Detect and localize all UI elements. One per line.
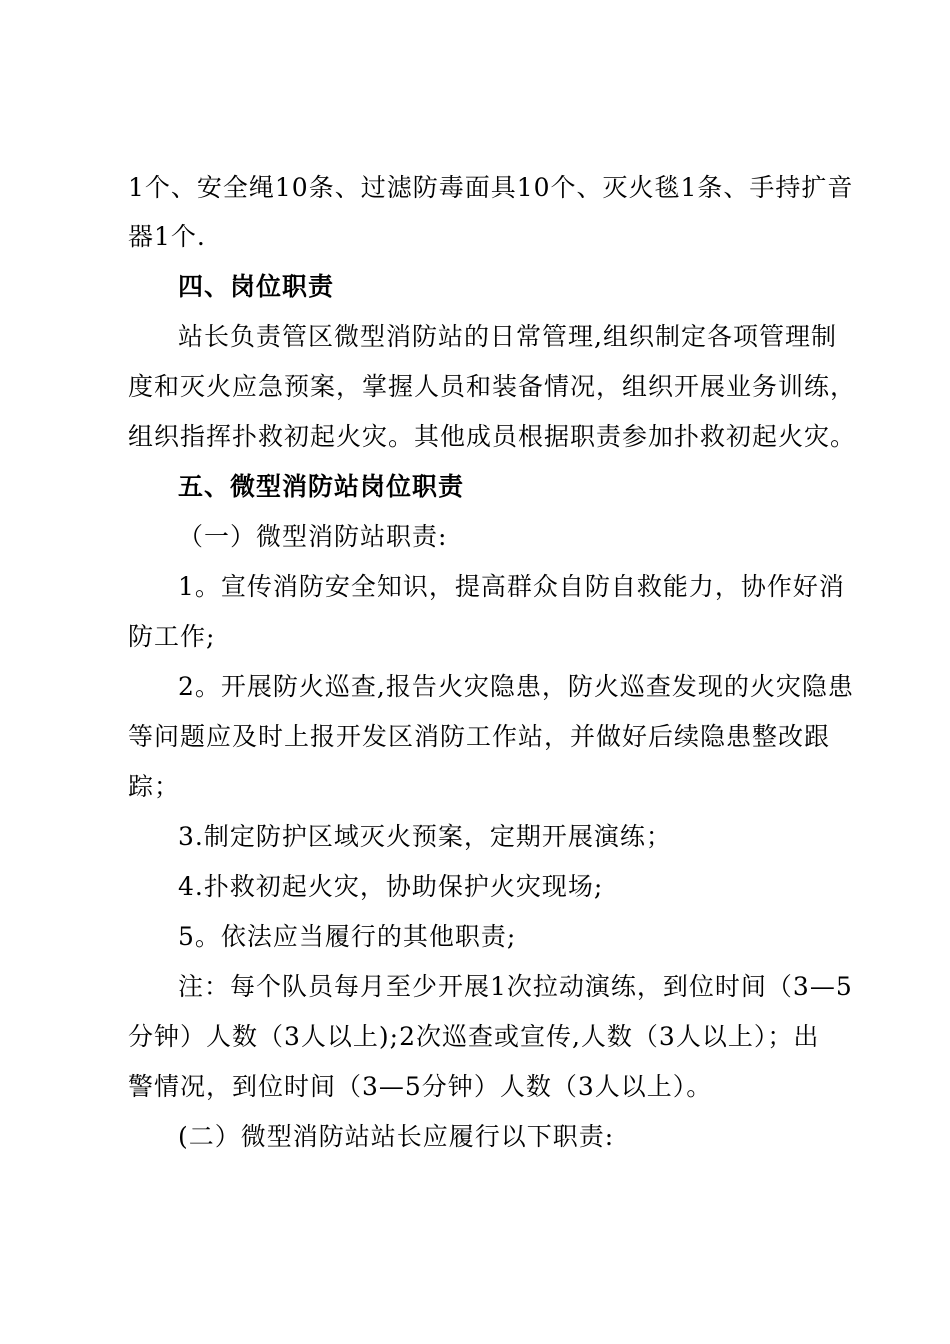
text-line: 1。宣传消防安全知识，提高群众自防自救能力，协作好消 [178, 572, 845, 601]
text-line: 3.制定防护区域灭火预案，定期开展演练； [178, 822, 672, 851]
text-line: 4.扑救初起火灾，协助保护火灾现场; [178, 872, 604, 901]
section-heading-4: 四、岗位职责 [178, 272, 335, 301]
note-line: 分钟）人数（3人以上);2次巡查或宣传,人数（3人以上）；出 [128, 1022, 820, 1051]
text-line: 等问题应及时上报开发区消防工作站，并做好后续隐患整改跟 [128, 722, 831, 751]
text-line: 防工作; [128, 622, 216, 651]
text-line: 踪； [128, 772, 181, 801]
text-line: 器1个. [128, 222, 206, 251]
text-line: 度和灭火应急预案，掌握人员和装备情况，组织开展业务训练， [128, 372, 857, 401]
section-heading-5: 五、微型消防站岗位职责 [178, 472, 465, 501]
subsection-heading-2: (二）微型消防站站长应履行以下职责: [178, 1122, 615, 1151]
subsection-heading-1: （一）微型消防站职责: [178, 522, 448, 551]
text-line: 组织指挥扑救初起火灾。其他成员根据职责参加扑救初起火灾。 [128, 422, 857, 451]
text-line: 2。开展防火巡查,报告火灾隐患，防火巡查发现的火灾隐患 [178, 672, 854, 701]
text-line: 站长负责管区微型消防站的日常管理,组织制定各项管理制 [178, 322, 837, 351]
note-line: 警情况，到位时间（3—5分钟）人数（3人以上）。 [128, 1072, 713, 1101]
text-line: 1个、安全绳10条、过滤防毒面具10个、灭火毯1条、手持扩音 [128, 173, 854, 202]
note-line: 注：每个队员每月至少开展1次拉动演练，到位时间（3—5 [178, 972, 853, 1001]
text-line: 5。依法应当履行的其他职责; [178, 922, 517, 951]
